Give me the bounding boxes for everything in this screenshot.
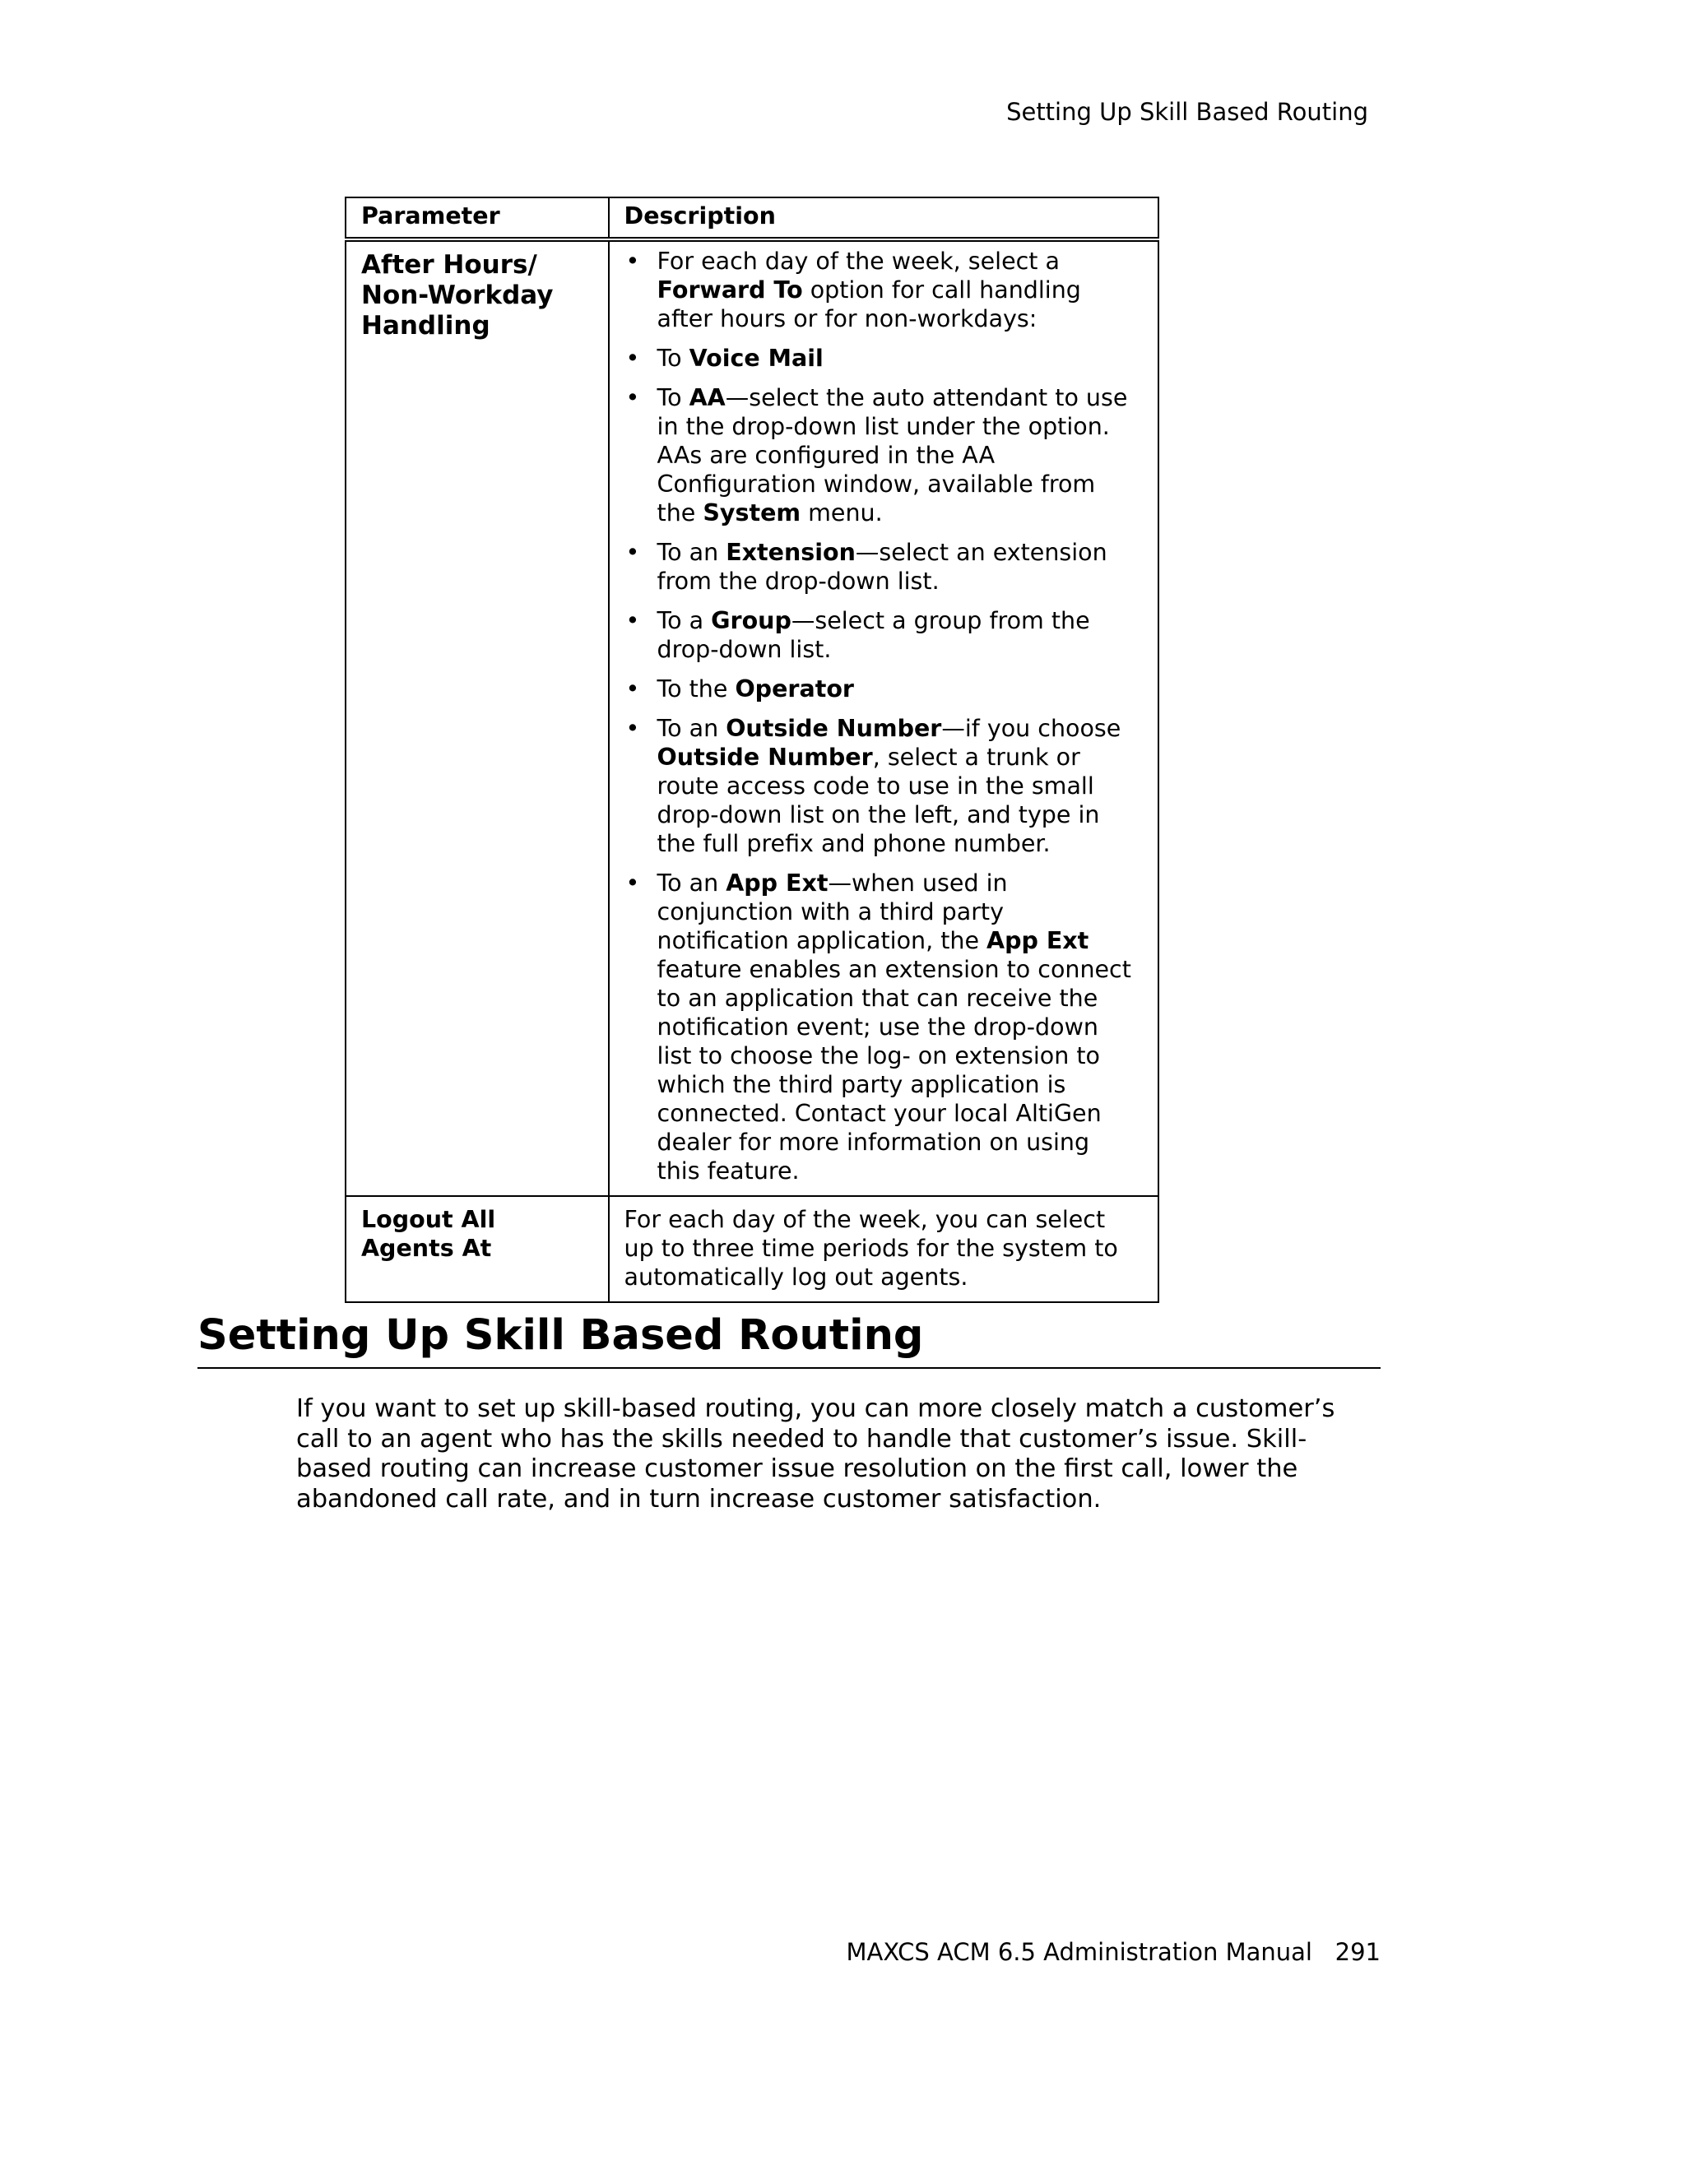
- bullet-text: To an: [657, 539, 726, 566]
- bold-term: Extension: [726, 539, 856, 566]
- parameter-description: [609, 239, 1158, 1196]
- bold-term: Outside Number: [657, 744, 873, 771]
- bold-term: Operator: [735, 675, 854, 702]
- table-header-row: [346, 197, 1158, 239]
- bold-term: Outside Number: [726, 715, 942, 742]
- description-bullet-list: [624, 247, 1140, 1185]
- bullet-text: option for call handling after hours or for non-workdays:: [657, 276, 1081, 332]
- bold-term: App Ext: [986, 927, 1089, 954]
- bullet-text: feature enables an extension to connect to an application that can receive the notification event; use the drop-down list to choose the log- on extension to which the third party application is connected. Contact your local AltiGen dealer for more information on using this feature.: [657, 956, 1131, 1185]
- bullet-text: —when used in conjunction with a third party notification application, the: [657, 869, 1008, 954]
- description-bullet: [624, 675, 1140, 703]
- parameter-name: Logout All Agents At: [346, 1196, 609, 1302]
- bullet-text: menu.: [801, 499, 883, 526]
- description-bullet: [624, 714, 1140, 858]
- bold-term: Voice Mail: [689, 345, 824, 372]
- bullet-text: To the: [657, 675, 736, 702]
- column-header-parameter: Parameter: [346, 197, 609, 239]
- running-footer: [847, 1937, 1381, 1967]
- table-row: [346, 239, 1158, 1196]
- bullet-text: To a: [657, 607, 712, 634]
- bullet-text: —select the auto attendant to use in the drop-down list under the option. AAs are configured in the AA Configuration window, available from the: [657, 384, 1128, 526]
- bullet-text: —select a group from the drop-down list.: [657, 607, 1090, 663]
- bold-term: Forward To: [657, 276, 803, 304]
- description-bullet: [624, 869, 1140, 1185]
- bold-term: AA: [689, 384, 726, 411]
- bold-term: App Ext: [726, 869, 829, 897]
- bullet-text: To: [657, 384, 689, 411]
- bold-term: Group: [711, 607, 791, 634]
- bullet-text: To an: [657, 869, 726, 897]
- bullet-text: —select an extension from the drop-down list.: [657, 539, 1107, 595]
- bullet-text: For each day of the week, select a: [657, 248, 1060, 275]
- page-number: 291: [1335, 1938, 1381, 1966]
- section-heading: Setting Up Skill Based Routing: [197, 1310, 1381, 1369]
- description-bullet: [624, 383, 1140, 527]
- bullet-text: To an: [657, 715, 726, 742]
- footer-manual-title: MAXCS ACM 6.5 Administration Manual: [846, 1938, 1312, 1966]
- description-bullet: [624, 606, 1140, 664]
- parameter-description: For each day of the week, you can select up to three time periods for the system to automatically log out agents.: [609, 1196, 1158, 1302]
- running-header: Setting Up Skill Based Routing: [1006, 98, 1368, 126]
- description-bullet: [624, 247, 1140, 333]
- table-row: [346, 1196, 1158, 1302]
- bold-term: System: [703, 499, 801, 526]
- bullet-text: To: [657, 345, 689, 372]
- description-bullet: [624, 344, 1140, 373]
- parameter-name: After Hours/ Non-Workday Handling: [346, 239, 609, 1196]
- bullet-text: , select a trunk or route access code to use in the small drop-down list on the left, and type in the full prefix and phone number.: [657, 744, 1100, 857]
- section-body-paragraph: If you want to set up skill-based routing, you can more closely match a customer’s call to an agent who has the skills needed to handle that customer’s issue. Skill-based routing can increase customer issue resolution on the first call, lower the abandoned call rate, and in turn increase customer satisfaction.: [296, 1394, 1335, 1514]
- bullet-text: —if you choose: [941, 715, 1121, 742]
- description-bullet: [624, 538, 1140, 596]
- parameter-table: [345, 197, 1159, 1303]
- column-header-description: Description: [609, 197, 1158, 239]
